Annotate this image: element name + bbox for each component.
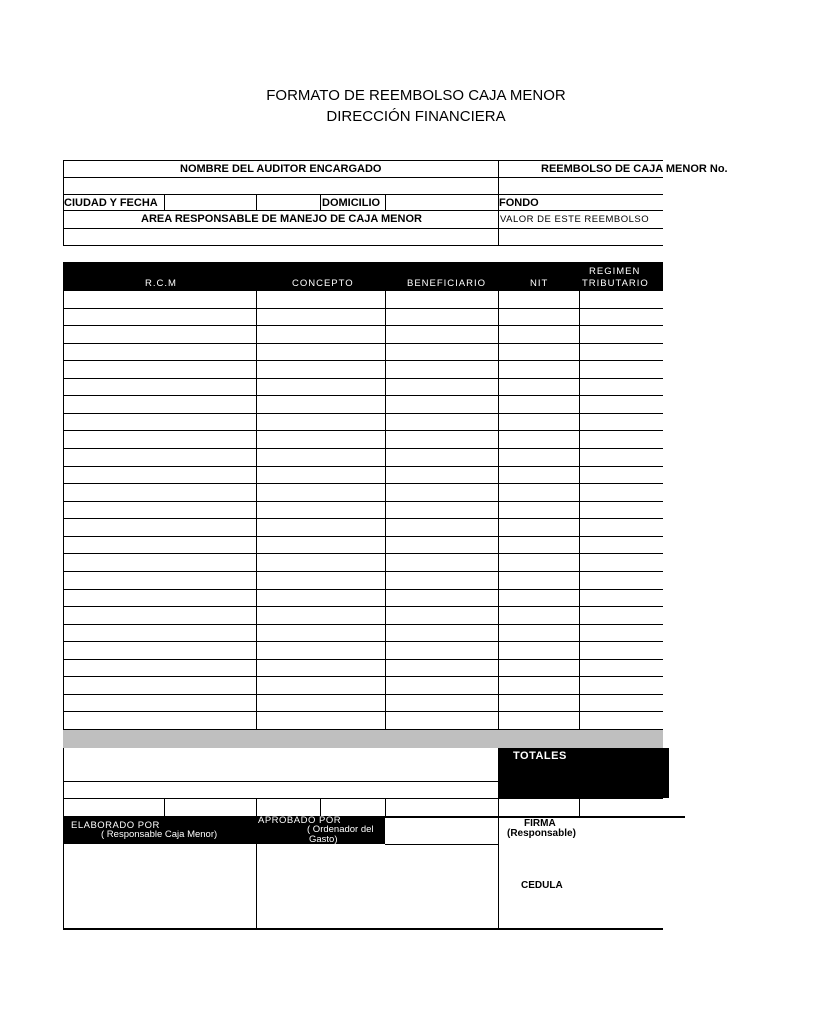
table-cell-border xyxy=(63,677,64,695)
table-cell-border xyxy=(256,502,257,520)
table-cell-border xyxy=(385,291,386,309)
cedula-label: CEDULA xyxy=(521,880,563,891)
table-row xyxy=(63,712,663,730)
table-cell-border xyxy=(385,642,386,660)
table-cell-border xyxy=(63,607,64,625)
table-cell-border xyxy=(579,431,580,449)
table-row xyxy=(63,396,663,414)
table-cell-border xyxy=(63,712,64,730)
form-title: FORMATO DE REEMBOLSO CAJA MENOR xyxy=(266,87,566,104)
table-cell-border xyxy=(498,519,499,537)
table-cell-border xyxy=(579,625,580,643)
table-cell-border xyxy=(256,642,257,660)
table-cell-border xyxy=(256,519,257,537)
table-cell-border xyxy=(498,309,499,327)
signature-divider xyxy=(256,816,257,930)
table-cell-border xyxy=(498,537,499,555)
domicilio-label: DOMICILIO xyxy=(322,197,381,209)
table-cell-border xyxy=(63,537,64,555)
table-cell-border xyxy=(256,379,257,397)
table-cell-border xyxy=(63,291,64,309)
table-cell-border xyxy=(498,467,499,485)
table-cell-border xyxy=(498,379,499,397)
valor-reembolso-label: VALOR DE ESTE REEMBOLSO xyxy=(500,214,650,225)
info-divider xyxy=(256,194,257,210)
table-cell-border xyxy=(256,537,257,555)
table-cell-border xyxy=(498,607,499,625)
table-cell-border xyxy=(256,695,257,713)
info-divider xyxy=(164,194,165,210)
table-cell-border xyxy=(256,677,257,695)
table-header xyxy=(63,262,663,291)
table-cell-border xyxy=(579,414,580,432)
table-cell-border xyxy=(385,309,386,327)
table-cell-border xyxy=(498,361,499,379)
table-cell-border xyxy=(498,326,499,344)
table-cell-border xyxy=(63,502,64,520)
table-cell-border xyxy=(498,414,499,432)
col-nit-header: NIT xyxy=(530,278,549,289)
table-cell-border xyxy=(256,467,257,485)
table-cell-border xyxy=(63,449,64,467)
table-cell-border xyxy=(256,361,257,379)
table-cell-border xyxy=(579,396,580,414)
table-row xyxy=(63,291,663,309)
table-cell-border xyxy=(63,572,64,590)
table-cell-border xyxy=(579,660,580,678)
table-cell-border xyxy=(63,344,64,362)
auditor-label: NOMBRE DEL AUDITOR ENCARGADO xyxy=(180,163,382,175)
table-row xyxy=(63,519,663,537)
info-border xyxy=(63,194,663,195)
table-cell-border xyxy=(498,484,499,502)
table-cell-border xyxy=(385,326,386,344)
col-regimen-header-2: TRIBUTARIO xyxy=(582,278,649,289)
table-cell-border xyxy=(579,677,580,695)
table-cell-border xyxy=(256,712,257,730)
table-row xyxy=(63,326,663,344)
table-row xyxy=(63,484,663,502)
totals-border xyxy=(63,781,498,782)
col-concepto-header: CONCEPTO xyxy=(292,278,354,289)
table-cell-border xyxy=(579,326,580,344)
table-cell-border xyxy=(579,309,580,327)
table-row xyxy=(63,572,663,590)
table-row xyxy=(63,677,663,695)
reembolso-number-label: REEMBOLSO DE CAJA MENOR No. xyxy=(541,163,728,175)
table-cell-border xyxy=(385,519,386,537)
table-cell-border xyxy=(385,572,386,590)
table-cell-border xyxy=(385,344,386,362)
table-cell-border xyxy=(63,396,64,414)
signature-divider xyxy=(498,816,499,930)
info-border xyxy=(63,245,663,246)
table-row xyxy=(63,309,663,327)
table-row xyxy=(63,361,663,379)
table-cell-border xyxy=(498,695,499,713)
table-cell-border xyxy=(63,642,64,660)
table-cell-border xyxy=(63,590,64,608)
table-row xyxy=(63,431,663,449)
table-cell-border xyxy=(579,590,580,608)
aprobado-label: APROBADO POR xyxy=(258,815,342,826)
table-cell-border xyxy=(385,396,386,414)
table-cell-border xyxy=(579,344,580,362)
table-cell-border xyxy=(63,326,64,344)
table-cell-border xyxy=(63,361,64,379)
firma-sublabel: (Responsable) xyxy=(507,828,576,839)
table-cell-border xyxy=(498,449,499,467)
form-sheet xyxy=(63,0,728,1024)
fondo-label: FONDO xyxy=(499,197,539,209)
table-cell-border xyxy=(579,361,580,379)
table-cell-border xyxy=(579,449,580,467)
totals-divider xyxy=(385,798,386,816)
table-cell-border xyxy=(256,396,257,414)
table-cell-border xyxy=(498,572,499,590)
table-cell-border xyxy=(63,660,64,678)
table-cell-border xyxy=(256,414,257,432)
table-cell-border xyxy=(63,484,64,502)
totals-border xyxy=(63,798,663,799)
table-row xyxy=(63,590,663,608)
table-cell-border xyxy=(256,449,257,467)
table-cell-border xyxy=(63,309,64,327)
table-cell-border xyxy=(579,554,580,572)
firma-label: FIRMA xyxy=(524,818,556,829)
totals-divider xyxy=(320,798,321,816)
table-cell-border xyxy=(256,344,257,362)
col-beneficiario-header: BENEFICIARIO xyxy=(407,278,487,289)
table-cell-border xyxy=(385,502,386,520)
aprobado-sublabel-1: ( Ordenador del xyxy=(307,824,374,835)
table-cell-border xyxy=(385,361,386,379)
table-cell-border xyxy=(498,660,499,678)
table-cell-border xyxy=(385,677,386,695)
table-cell-border xyxy=(498,590,499,608)
table-row xyxy=(63,467,663,485)
table-cell-border xyxy=(256,326,257,344)
table-row xyxy=(63,344,663,362)
table-cell-border xyxy=(498,344,499,362)
table-row xyxy=(63,537,663,555)
table-cell-border xyxy=(256,607,257,625)
table-cell-border xyxy=(63,625,64,643)
table-cell-border xyxy=(579,291,580,309)
table-row xyxy=(63,502,663,520)
info-divider xyxy=(385,194,386,210)
table-cell-border xyxy=(256,554,257,572)
info-top-border xyxy=(63,160,663,161)
table-cell-border xyxy=(579,502,580,520)
table-cell-border xyxy=(256,660,257,678)
table-cell-border xyxy=(385,484,386,502)
table-cell-border xyxy=(256,309,257,327)
aprobado-header xyxy=(257,816,385,844)
table-cell-border xyxy=(63,519,64,537)
table-cell-border xyxy=(256,572,257,590)
totals-divider xyxy=(256,798,257,816)
info-border xyxy=(63,210,663,211)
table-cell-border xyxy=(63,554,64,572)
table-cell-border xyxy=(63,431,64,449)
form-subtitle: DIRECCIÓN FINANCIERA xyxy=(326,108,506,125)
table-cell-border xyxy=(498,625,499,643)
totals-left-border xyxy=(63,748,64,816)
table-cell-border xyxy=(385,660,386,678)
table-cell-border xyxy=(579,379,580,397)
table-cell-border xyxy=(579,484,580,502)
table-row xyxy=(63,625,663,643)
table-cell-border xyxy=(385,414,386,432)
table-row xyxy=(63,449,663,467)
table-cell-border xyxy=(498,291,499,309)
table-cell-border xyxy=(385,554,386,572)
table-cell-border xyxy=(63,414,64,432)
info-divider xyxy=(320,194,321,210)
totales-label: TOTALES xyxy=(513,750,567,762)
col-regimen-header-1: REGIMEN xyxy=(589,266,641,277)
info-border xyxy=(63,228,663,229)
table-cell-border xyxy=(579,695,580,713)
table-row xyxy=(63,607,663,625)
table-cell-border xyxy=(256,484,257,502)
table-cell-border xyxy=(385,449,386,467)
table-cell-border xyxy=(63,467,64,485)
table-cell-border xyxy=(498,677,499,695)
totals-divider xyxy=(579,798,580,816)
table-cell-border xyxy=(579,642,580,660)
table-cell-border xyxy=(579,537,580,555)
table-cell-border xyxy=(256,431,257,449)
table-cell-border xyxy=(498,554,499,572)
table-cell-border xyxy=(256,590,257,608)
table-cell-border xyxy=(385,467,386,485)
table-cell-border xyxy=(63,379,64,397)
totales-box xyxy=(499,748,669,798)
table-cell-border xyxy=(63,695,64,713)
table-cell-border xyxy=(385,379,386,397)
table-cell-border xyxy=(385,607,386,625)
table-row xyxy=(63,695,663,713)
aprobado-sublabel-2: Gasto) xyxy=(309,834,338,845)
table-cell-border xyxy=(498,712,499,730)
table-cell-border xyxy=(498,431,499,449)
table-row xyxy=(63,642,663,660)
table-cell-border xyxy=(385,537,386,555)
table-cell-border xyxy=(256,625,257,643)
table-cell-border xyxy=(385,695,386,713)
elaborado-header xyxy=(63,816,256,844)
area-responsable-label: AREA RESPONSABLE DE MANEJO DE CAJA MENOR xyxy=(141,213,422,225)
totals-divider xyxy=(164,798,165,816)
elaborado-label: ELABORADO POR xyxy=(71,820,160,831)
signature-border xyxy=(385,844,498,845)
table-cell-border xyxy=(498,502,499,520)
table-cell-border xyxy=(579,607,580,625)
table-cell-border xyxy=(385,590,386,608)
elaborado-sublabel: ( Responsable Caja Menor) xyxy=(101,829,218,840)
table-row xyxy=(63,660,663,678)
table-row xyxy=(63,554,663,572)
info-border xyxy=(63,177,663,178)
ciudad-fecha-label: CIUDAD Y FECHA xyxy=(64,197,158,209)
table-row xyxy=(63,414,663,432)
signature-bottom-border xyxy=(63,928,663,930)
table-cell-border xyxy=(579,712,580,730)
signature-left-border xyxy=(63,816,64,930)
subtotal-bar xyxy=(63,730,663,748)
table-cell-border xyxy=(256,291,257,309)
table-cell-border xyxy=(385,431,386,449)
table-cell-border xyxy=(498,396,499,414)
table-row xyxy=(63,379,663,397)
table-cell-border xyxy=(498,642,499,660)
table-cell-border xyxy=(385,712,386,730)
table-cell-border xyxy=(579,519,580,537)
col-rcm-header: R.C.M xyxy=(145,278,177,289)
table-cell-border xyxy=(385,625,386,643)
table-cell-border xyxy=(579,572,580,590)
table-cell-border xyxy=(579,467,580,485)
